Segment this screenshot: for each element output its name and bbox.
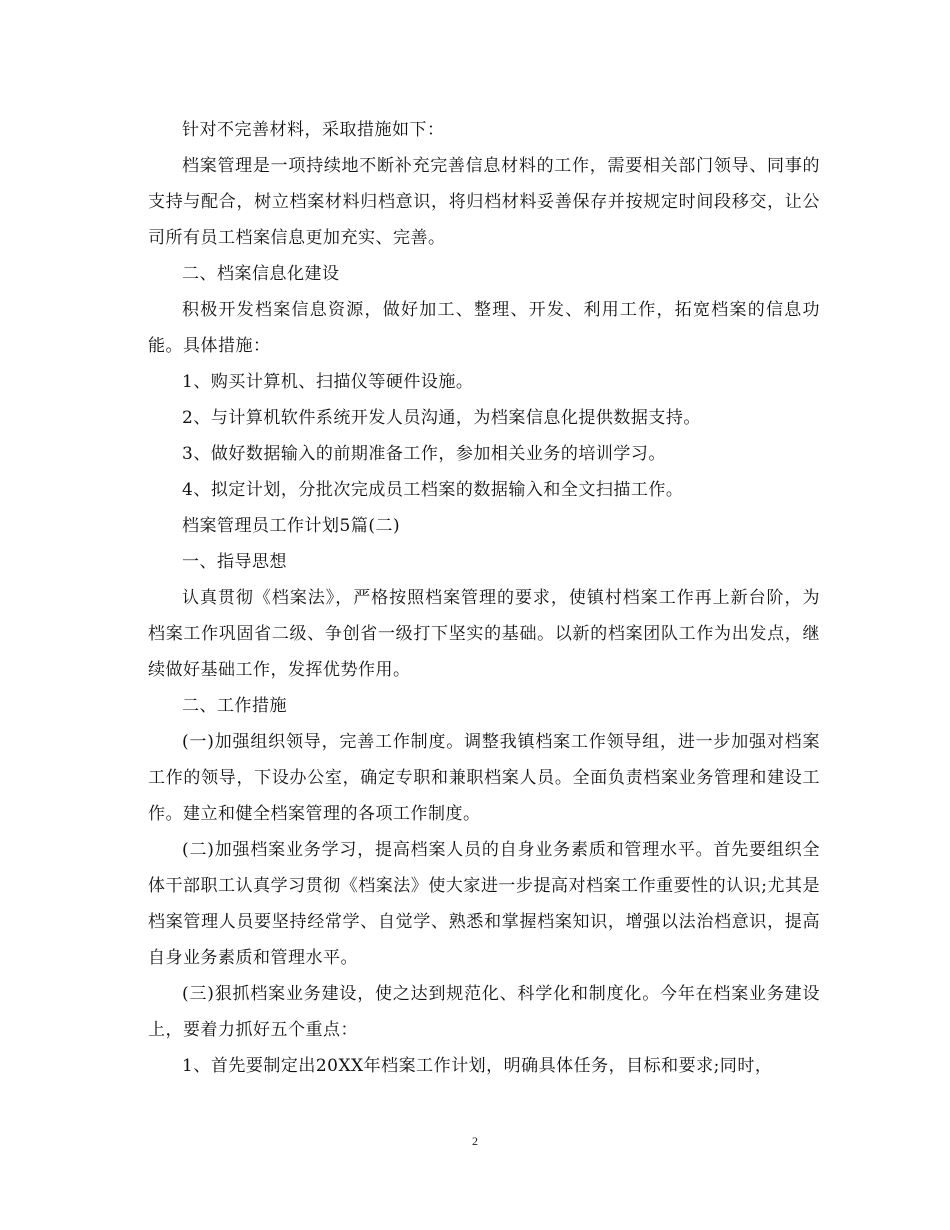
section-heading: 二、工作措施	[182, 696, 287, 716]
paragraph: (一)加强组织领导，完善工作制度。调整我镇档案工作领导组，进一步加强对档案工作的领导，下设办公室，确定专职和兼职档案人员。全面负责档案业务管理和建设工作。建立和健全档案管理的各项工作制度。	[148, 732, 820, 824]
paragraph: 积极开发档案信息资源，做好加工、整理、开发、利用工作，拓宽档案的信息功能。具体措施：	[148, 300, 820, 356]
list-item: 1、首先要制定出20XX年档案工作计划，明确具体任务，目标和要求;同时，	[182, 1056, 773, 1076]
paragraph: 档案管理是一项持续地不断补充完善信息材料的工作，需要相关部门领导、同事的支持与配合，树立档案材料归档意识，将归档材料妥善保存并按规定时间段移交，让公司所有员工档案信息更加充实、完善。	[148, 156, 820, 248]
section-heading: 二、档案信息化建设	[182, 264, 340, 284]
list-item: 2、与计算机软件系统开发人员沟通，为档案信息化提供数据支持。	[182, 408, 701, 428]
document-body	[148, 112, 820, 1084]
list-item: 1、购买计算机、扫描仪等硬件设施。	[182, 372, 474, 392]
paragraph: (二)加强档案业务学习，提高档案人员的自身业务素质和管理水平。首先要组织全体干部职工认真学习贯彻《档案法》使大家进一步提高对档案工作重要性的认识;尤其是档案管理人员要坚持经常学、自觉学、熟悉和掌握档案知识，增强以法治档意识，提高自身业务素质和管理水平。	[148, 840, 820, 968]
page-number: 2	[472, 1134, 478, 1148]
section-heading: 一、指导思想	[182, 552, 287, 572]
list-item: 3、做好数据输入的前期准备工作，参加相关业务的培训学习。	[182, 444, 666, 464]
paragraph: 认真贯彻《档案法》，严格按照档案管理的要求，使镇村档案工作再上新台阶，为档案工作巩固省二级、争创省一级打下坚实的基础。以新的档案团队工作为出发点，继续做好基础工作，发挥优势作用。	[148, 588, 820, 680]
paragraph: (三)狠抓档案业务建设，使之达到规范化、科学化和制度化。今年在档案业务建设上，要着力抓好五个重点：	[148, 984, 820, 1040]
document-subtitle: 档案管理员工作计划5篇(二)	[182, 516, 401, 536]
paragraph: 针对不完善材料，采取措施如下：	[182, 120, 445, 140]
list-item: 4、拟定计划，分批次完成员工档案的数据输入和全文扫描工作。	[182, 480, 684, 500]
